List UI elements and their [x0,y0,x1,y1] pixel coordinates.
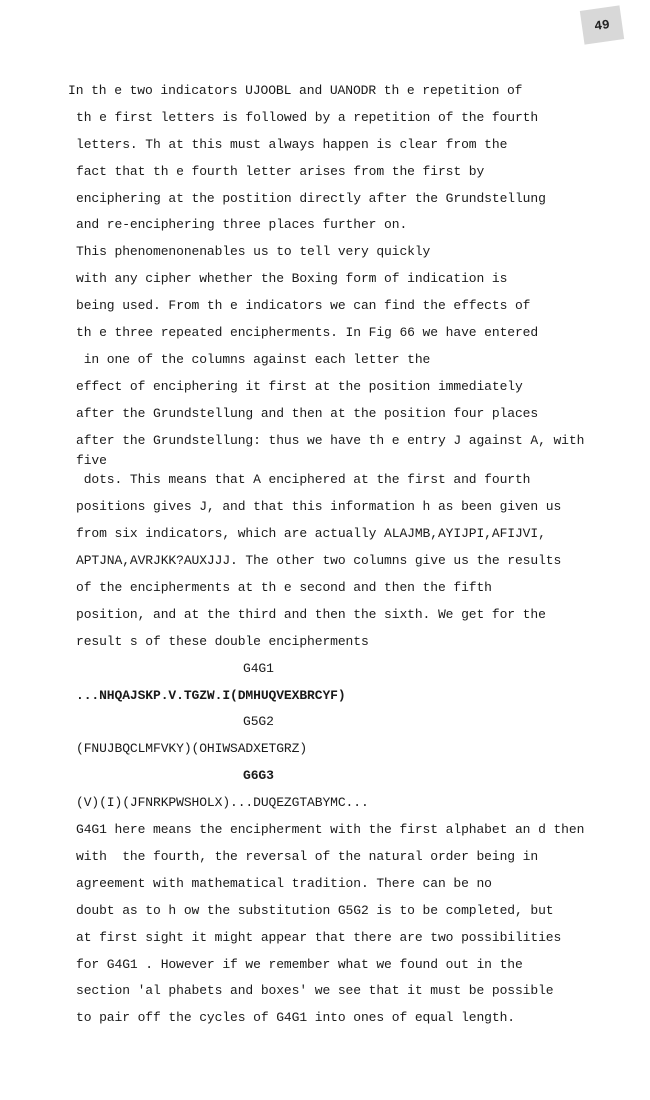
text-line: This phenomenonenables us to tell very quickly [76,244,431,260]
substitution-label: G4G1 [243,660,274,676]
text-line: of the encipherments at th e second and then the fifth [76,580,492,596]
document-body [68,78,638,1032]
text-line: enciphering at the postition directly after the Grundstellung [76,190,546,206]
text-line: from six indicators, which are actually ALAJMB,AYIJPI,AFIJVI, [76,526,546,542]
text-line: th e first letters is followed by a repetition of the fourth [76,109,539,125]
text-line: and re-enciphering three places further on. [76,217,415,233]
text-line: doubt as to h ow the substitution G5G2 is to be completed, but [76,902,554,918]
text-line: effect of enciphering it first at the position immediately [76,378,523,394]
text-line: at first sight it might appear that there are two possibilities [76,929,562,945]
text-line: positions gives J, and that this information h as been given us [76,499,562,515]
page-number-stamp: 49 [580,5,624,44]
substitution-label: G6G3 [243,768,274,784]
text-line: in one of the columns against each letter the [76,351,431,367]
text-line: th e three repeated encipherments. In Fig 66 we have entered [76,325,539,341]
text-line: to pair off the cycles of G4G1 into ones of equal length. [76,1010,515,1026]
substitution-cycles: (V)(I)(JFNRKPWSHOLX)...DUQEZGTABYMC... [76,795,369,811]
text-line: position, and at the third and then the sixth. We get for the [76,606,546,622]
text-line: letters. Th at this must always happen is clear from the [76,136,508,152]
text-line: agreement with mathematical tradition. There can be no [76,875,492,891]
substitution-cycles: (FNUJBQCLMFVKY)(OHIWSADXETGRZ) [76,741,308,757]
text-line: with any cipher whether the Boxing form of indication is [76,271,508,287]
text-line: G4G1 here means the encipherment with the first alphabet an d then [76,822,585,838]
text-line: dots. This means that A enciphered at the first and fourth [76,472,531,488]
text-line: section 'al phabets and boxes' we see that it must be possible [76,983,554,999]
substitution-cycles: ...NHQAJSKP.V.TGZW.I(DMHUQVEXBRCYF) [76,687,346,703]
text-line: In th e two indicators UJOOBL and UANODR th e repetition of [68,83,523,98]
text-line: with the fourth, the reversal of the natural order being in [76,848,539,864]
substitution-label: G5G2 [243,714,274,730]
text-line: fact that th e fourth letter arises from the first by [76,163,485,179]
text-line: result s of these double encipherments [76,633,369,649]
text-line: being used. From th e indicators we can find the effects of [76,298,531,314]
text-line: after the Grundstellung: thus we have th e entry J against A, with [76,432,585,448]
text-line: APTJNA,AVRJKK?AUXJJJ. The other two columns give us the results [76,553,562,569]
text-line: after the Grundstellung and then at the position four places [76,405,539,421]
text-line: for G4G1 . However if we remember what we found out in the [76,956,523,972]
text-line: five [76,453,107,469]
